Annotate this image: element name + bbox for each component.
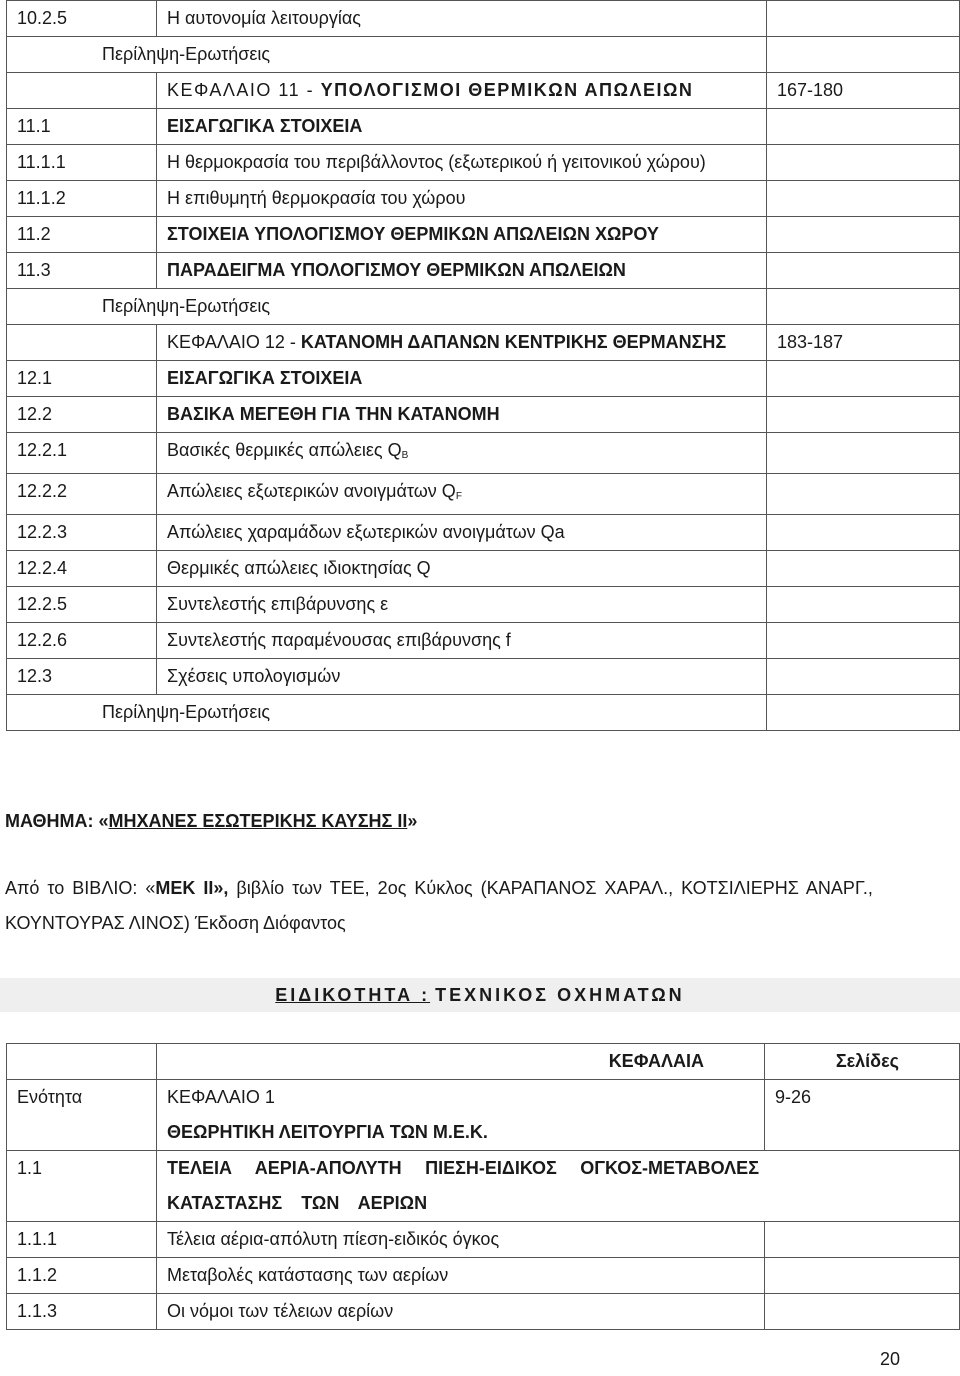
course-suffix: » bbox=[407, 811, 418, 831]
header-chapters: ΚΕΦΑΛΑΙΑ bbox=[157, 1044, 765, 1080]
section-number: 12.2.3 bbox=[7, 515, 157, 551]
section-title: Συντελεστής παραμένουσας επιβάρυνσης f bbox=[157, 623, 767, 659]
section-number: 12.2.6 bbox=[7, 623, 157, 659]
section-pages bbox=[767, 551, 960, 587]
section-number: Ενότητα bbox=[7, 1080, 157, 1151]
section-pages bbox=[767, 289, 960, 325]
summary-questions: Περίληψη-Ερωτήσεις bbox=[7, 289, 767, 325]
section-title: Η αυτονομία λειτουργίας bbox=[157, 1, 767, 37]
toc-table-engines bbox=[6, 1043, 960, 1330]
chapter-prefix: ΚΕΦΑΛΑΙΟ 11 - bbox=[167, 80, 321, 100]
specialty-label: ΕΙΔΙΚΟΤΗΤΑ : bbox=[275, 985, 431, 1005]
section-title: Τέλεια αέρια-απόλυτη πίεση-ειδικός όγκος bbox=[157, 1222, 765, 1258]
table-row bbox=[7, 325, 960, 361]
book-reference bbox=[5, 871, 955, 906]
section-title: ΠΑΡΑΔΕΙΓΜΑ ΥΠΟΛΟΓΙΣΜΟΥ ΘΕΡΜΙΚΩΝ ΑΠΩΛΕΙΩΝ bbox=[157, 253, 767, 289]
section-pages bbox=[767, 397, 960, 433]
section-title: ΕΙΣΑΓΩΓΙΚΑ ΣΤΟΙΧΕΙΑ bbox=[157, 109, 767, 145]
table-row bbox=[7, 289, 960, 325]
summary-questions: Περίληψη-Ερωτήσεις bbox=[7, 37, 767, 73]
section-title: Η θερμοκρασία του περιβάλλοντος (εξωτερικού ή γειτονικού χώρου) bbox=[157, 145, 767, 181]
table-row bbox=[7, 1222, 960, 1258]
book-details: βιβλίο των ΤΕΕ, 2ος Κύκλος (ΚΑΡΑΠΑΝΟΣ ΧΑΡΑΛ., ΚΟΤΣΙΛΙΕΡΗΣ ΑΝΑΡΓ., bbox=[228, 878, 873, 898]
course-name: ΜΗΧΑΝΕΣ ΕΣΩΤΕΡΙΚΗΣ ΚΑΥΣΗΣ ΙΙ bbox=[108, 811, 408, 831]
section-title-text: Βασικές θερμικές απώλειες Q bbox=[167, 440, 402, 460]
table-row bbox=[7, 1080, 960, 1151]
section-title: ΤΕΛΕΙΑ ΑΕΡΙΑ-ΑΠΟΛΥΤΗ ΠΙΕΣΗ-ΕΙΔΙΚΟΣ ΟΓΚΟΣ-ΜΕΤΑΒΟΛΕΣ ΚΑΤΑΣΤΑΣΗΣ ΤΩΝ ΑΕΡΙΩΝ bbox=[157, 1151, 960, 1222]
section-number bbox=[7, 73, 157, 109]
section-title: ΣΤΟΙΧΕΙΑ ΥΠΟΛΟΓΙΣΜΟΥ ΘΕΡΜΙΚΩΝ ΑΠΩΛΕΙΩΝ ΧΩΡΟΥ bbox=[157, 217, 767, 253]
table-row bbox=[7, 551, 960, 587]
page-number: 20 bbox=[880, 1349, 901, 1369]
table-row bbox=[7, 474, 960, 515]
section-number: 12.2.2 bbox=[7, 474, 157, 515]
table-row bbox=[7, 37, 960, 73]
table-row bbox=[7, 73, 960, 109]
section-title: Συντελεστής επιβάρυνσης ε bbox=[157, 587, 767, 623]
chapter-name: ΚΑΤΑΝΟΜΗ ΔΑΠΑΝΩΝ ΚΕΝΤΡΙΚΗΣ ΘΕΡΜΑΝΣΗΣ bbox=[300, 332, 727, 352]
section-number: 12.1 bbox=[7, 361, 157, 397]
course-heading bbox=[5, 804, 417, 839]
section-title bbox=[157, 433, 767, 474]
section-number: 11.1.1 bbox=[7, 145, 157, 181]
specialty-bar bbox=[0, 978, 960, 1012]
section-pages bbox=[767, 361, 960, 397]
book-reference-line2: ΚΟΥΝΤΟΥΡΑΣ ΛΙΝΟΣ) Έκδοση Διόφαντος bbox=[5, 913, 346, 933]
table-row bbox=[7, 217, 960, 253]
section-pages bbox=[767, 433, 960, 474]
section-number: 12.2.1 bbox=[7, 433, 157, 474]
section-pages bbox=[767, 37, 960, 73]
chapter-title bbox=[157, 325, 767, 361]
section-title: ΕΙΣΑΓΩΓΙΚΑ ΣΤΟΙΧΕΙΑ bbox=[157, 361, 767, 397]
section-pages bbox=[765, 1294, 960, 1330]
table-row bbox=[7, 1, 960, 37]
table-row bbox=[7, 361, 960, 397]
specialty-value: ΤΕΧΝΙΚΟΣ ΟΧΗΜΑΤΩΝ bbox=[435, 985, 685, 1005]
table-row bbox=[7, 695, 960, 731]
table-row bbox=[7, 433, 960, 474]
chapter-name: ΥΠΟΛΟΓΙΣΜΟΙ ΘΕΡΜΙΚΩΝ ΑΠΩΛΕΙΩΝ bbox=[320, 80, 694, 100]
table-row bbox=[7, 397, 960, 433]
section-number: 12.2.4 bbox=[7, 551, 157, 587]
chapter-prefix: ΚΕΦΑΛΑΙΟ 12 - bbox=[167, 332, 301, 352]
section-title bbox=[157, 474, 767, 515]
section-number: 12.2 bbox=[7, 397, 157, 433]
section-title: Μεταβολές κατάστασης των αερίων bbox=[157, 1258, 765, 1294]
section-pages bbox=[767, 217, 960, 253]
section-title-text: Απώλειες εξωτερικών ανοιγμάτων Q bbox=[167, 481, 456, 501]
subscript: F bbox=[455, 491, 462, 502]
table-row bbox=[7, 253, 960, 289]
course-prefix: ΜΑΘΗΜΑ: « bbox=[5, 811, 109, 831]
book-title: ΜΕΚ ΙΙ», bbox=[155, 878, 229, 898]
table-row bbox=[7, 109, 960, 145]
section-pages bbox=[767, 109, 960, 145]
table-row bbox=[7, 515, 960, 551]
section-number: 11.1.2 bbox=[7, 181, 157, 217]
section-title: ΒΑΣΙΚΑ ΜΕΓΕΘΗ ΓΙΑ ΤΗΝ ΚΑΤΑΝΟΜΗ bbox=[157, 397, 767, 433]
table-row bbox=[7, 659, 960, 695]
table-row bbox=[7, 623, 960, 659]
section-pages bbox=[767, 181, 960, 217]
table-row bbox=[7, 181, 960, 217]
section-pages bbox=[767, 695, 960, 731]
chapter-label: ΚΕΦΑΛΑΙΟ 1 bbox=[167, 1087, 275, 1107]
book-lead: Από το ΒΙΒΛΙΟ: « bbox=[5, 878, 156, 898]
section-number: 12.3 bbox=[7, 659, 157, 695]
section-title: Η επιθυμητή θερμοκρασία του χώρου bbox=[157, 181, 767, 217]
section-title: Σχέσεις υπολογισμών bbox=[157, 659, 767, 695]
section-pages bbox=[767, 253, 960, 289]
section-number: 10.2.5 bbox=[7, 1, 157, 37]
chapter-pages: 167-180 bbox=[767, 73, 960, 109]
section-pages bbox=[767, 623, 960, 659]
toc-table-heating bbox=[6, 0, 960, 731]
section-pages bbox=[767, 659, 960, 695]
section-number: 1.1.1 bbox=[7, 1222, 157, 1258]
table-header-row bbox=[7, 1044, 960, 1080]
header-pages: Σελίδες bbox=[765, 1044, 960, 1080]
section-number: 11.3 bbox=[7, 253, 157, 289]
header-empty bbox=[7, 1044, 157, 1080]
chapter-pages: 9-26 bbox=[765, 1080, 960, 1151]
section-pages bbox=[767, 587, 960, 623]
section-number: 1.1.2 bbox=[7, 1258, 157, 1294]
section-number: 1.1 bbox=[7, 1151, 157, 1222]
table-row bbox=[7, 1258, 960, 1294]
section-pages bbox=[765, 1258, 960, 1294]
section-number: 12.2.5 bbox=[7, 587, 157, 623]
section-pages bbox=[767, 1, 960, 37]
table-row bbox=[7, 587, 960, 623]
chapter-name: ΘΕΩΡΗΤΙΚΗ ΛΕΙΤΟΥΡΓΙΑ ΤΩΝ Μ.Ε.Κ. bbox=[167, 1122, 488, 1142]
table-row bbox=[7, 1294, 960, 1330]
chapter-title bbox=[157, 73, 767, 109]
chapter-pages: 183-187 bbox=[767, 325, 960, 361]
chapter-title bbox=[157, 1080, 765, 1151]
section-title: Οι νόμοι των τέλειων αερίων bbox=[157, 1294, 765, 1330]
section-number: 1.1.3 bbox=[7, 1294, 157, 1330]
subscript: B bbox=[401, 450, 409, 461]
section-pages bbox=[767, 515, 960, 551]
table-row bbox=[7, 1151, 960, 1222]
section-number bbox=[7, 325, 157, 361]
section-pages bbox=[765, 1222, 960, 1258]
summary-questions: Περίληψη-Ερωτήσεις bbox=[7, 695, 767, 731]
section-pages bbox=[767, 145, 960, 181]
section-number: 11.2 bbox=[7, 217, 157, 253]
table-row bbox=[7, 145, 960, 181]
section-pages bbox=[767, 474, 960, 515]
section-title: Θερμικές απώλειες ιδιοκτησίας Q bbox=[157, 551, 767, 587]
section-number: 11.1 bbox=[7, 109, 157, 145]
section-title: Απώλειες χαραμάδων εξωτερικών ανοιγμάτων Qa bbox=[157, 515, 767, 551]
